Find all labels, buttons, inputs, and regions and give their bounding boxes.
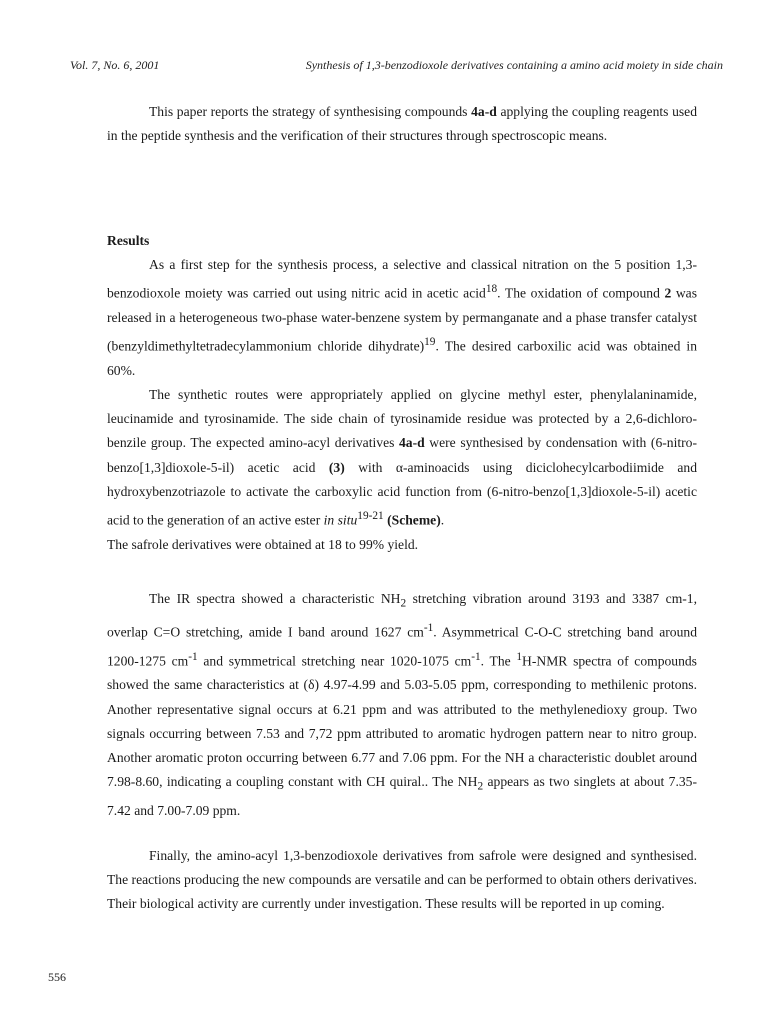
results-section (107, 253, 697, 557)
compound-ref: 4a-d (471, 104, 497, 119)
compound-ref: 4a-d (399, 435, 425, 451)
citation: 19-21 (357, 510, 384, 523)
ir-nmr-paragraph: The IR spectra showed a characteristic $NH_2$ stretching vibration around 3193 and 3387 cm-1, overlap C=O stretching, amide I band around 1627 $cm^{-1}$. Asymmetrical C-O-C stretching band around 1200-1275 $cm^{-1}$ and symmetrical stretching near 1020-1075 $cm^{-1}$. The $^1$H-NMR spectra of compounds showed the same characteristics at (δ) 4.97-4.99 and 5.03-5.05 ppm, corresponding to methilenic protons. Another representative signal occurs at 6.21 ppm and was attributed to the methylenedioxy group. Two signals occurring between 7.53 and 7,72 ppm attributed to aromatic hydrogen pattern near to nitro group. Another aromatic proton occurring between 6.77 and 7.06 ppm. For the NH a characteristic doublet around 7.98-8.60, indicating a coupling constant with CH quiral.. The $NH_2$ appears as two singlets at about 7.35-7.42 and 7.00-7.09 ppm. (107, 591, 697, 819)
citation: 18 (485, 283, 498, 296)
conclusion-text: Finally, the amino-acyl 1,3-benzodioxole derivatives from safrole were designed and synthesised. The reactions producing the new compounds are versatile and can be performed to obtain others derivatives. Their biological activity are currently under investigation. These results will be reported in up coming. (107, 848, 697, 912)
intro-text: applying the coupling reagents used in the peptide synthesis and the verification of their structures through spectroscopic means. (107, 104, 697, 144)
results-paragraph-1: As a first step for the synthesis process, a selective and classical nitration on the 5 position 1,3-benzodioxole moiety was carried out using nitric acid in acetic acid$^{18}$. The oxidation of compound 2 was released in a heterogeneous two-phase water-benzene system by permanganate and a phase transfer catalyst (benzyldimethyltetradecylammonium chloride dihydrate)$^{19}$. The desired carboxilic acid was obtained in 60%. (107, 257, 698, 378)
results-yield-line: The safrole derivatives were obtained at 18 to 99% yield. (107, 536, 419, 552)
intro-paragraph (107, 100, 697, 148)
running-header (70, 58, 723, 73)
citation: 19 (424, 336, 436, 349)
final-paragraph (107, 844, 697, 917)
results-paragraph-2: The synthetic routes were appropriately applied on glycine methyl ester, phenylalaninamide, leucinamide and tyrosinamide. The side chain of tyrosinamide residue was protected by a 2,6-dichloro-benzile group. The expected amino-acyl derivatives 4a-d were synthesised by condensation with (6-nitro-benzo[1,3]dioxole-5-il) acetic acid (3) with α-aminoacids using diciclohecylcarbodiimide and hydroxybenzotriazole to activate the carboxylic acid function from (6-nitro-benzo[1,3]dioxole-5-il) acetic acid to the generation of an active ester in situ$^{19-21}$ (Scheme). (107, 387, 697, 528)
section-heading: Results (107, 233, 150, 248)
page-number: 556 (48, 970, 66, 984)
journal-info: Vol. 7, No. 6, 2001 (70, 58, 160, 72)
intro-text: This paper reports the strategy of synthesising compounds (149, 104, 472, 119)
compound-ref: 2 (664, 285, 672, 301)
italic-term: in situ (323, 512, 358, 528)
compound-ref: (3) (328, 459, 345, 475)
scheme-ref: (Scheme) (383, 512, 441, 528)
running-title: Synthesis of 1,3-benzodioxole derivatives containing a amino acid moiety in side chain (305, 58, 723, 72)
